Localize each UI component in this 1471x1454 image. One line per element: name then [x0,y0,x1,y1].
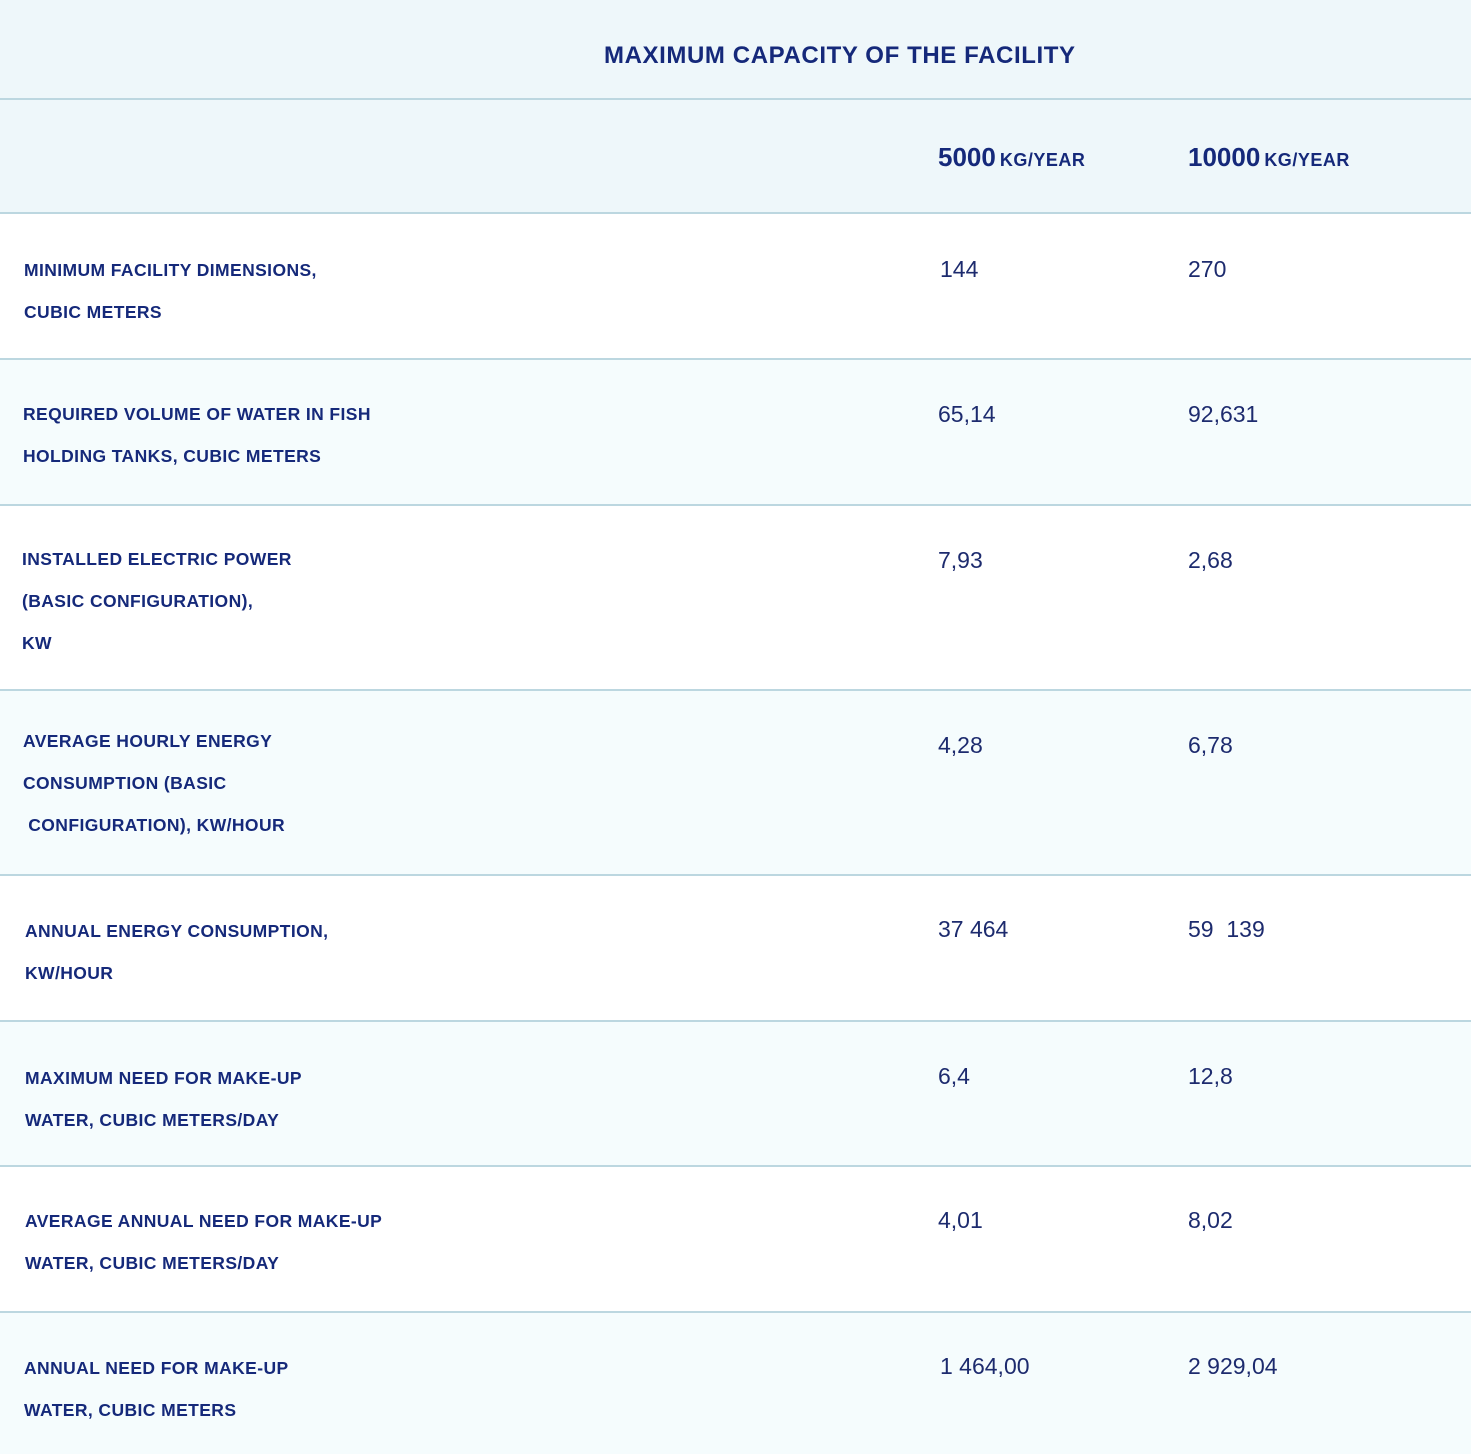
column-header-unit: KG/YEAR [999,150,1086,170]
row-label: AVERAGE HOURLY ENERGY CONSUMPTION (BASIC CONFIGURATION), KW/HOUR [23,731,286,835]
row-label: ANNUAL ENERGY CONSUMPTION, KW/HOUR [25,921,329,983]
row-label: MINIMUM FACILITY DIMENSIONS, CUBIC METERS [24,260,317,322]
table-row [0,1313,1471,1454]
row-value-5000: 6,4 [938,1063,970,1089]
row-value-10000: 8,02 [1188,1207,1233,1233]
row-value-5000: 37 464 [938,916,1009,942]
column-header-value: 5000 [938,142,996,172]
row-value-10000: 2,68 [1188,547,1233,573]
row-label: AVERAGE ANNUAL NEED FOR MAKE-UP WATER, CUBIC METERS/DAY [25,1211,383,1273]
row-value-5000: 4,01 [938,1207,983,1233]
row-value-10000: 6,78 [1188,732,1233,758]
table-header-row [0,100,1471,214]
row-value-5000: 7,93 [938,547,983,573]
row-label: ANNUAL NEED FOR MAKE-UP WATER, CUBIC METERS [24,1358,289,1420]
row-value-10000: 59 139 [1188,916,1265,942]
table-row [0,214,1471,360]
row-label: MAXIMUM NEED FOR MAKE-UP WATER, CUBIC METERS/DAY [25,1068,302,1130]
row-value-10000: 12,8 [1188,1063,1233,1089]
column-header-unit: KG/YEAR [1264,150,1350,170]
row-value-5000: 1 464,00 [940,1353,1030,1379]
row-label: REQUIRED VOLUME OF WATER IN FISH HOLDING TANKS, CUBIC METERS [23,404,371,466]
column-header-5000 [938,142,1085,173]
row-value-5000: 4,28 [938,732,983,758]
column-header-value: 10000 [1188,142,1261,172]
table-row [0,506,1471,691]
table-title: MAXIMUM CAPACITY OF THE FACILITY [604,42,1076,69]
table-title-row [0,0,1471,100]
table-row [0,1167,1471,1313]
table-row [0,691,1471,876]
table-row [0,1022,1471,1167]
column-header-10000 [1188,142,1350,173]
row-label: INSTALLED ELECTRIC POWER (BASIC CONFIGURATION), KW [22,549,292,653]
row-value-10000: 92,631 [1188,401,1259,427]
row-value-10000: 2 929,04 [1188,1353,1278,1379]
row-value-10000: 270 [1188,256,1227,282]
table-row [0,360,1471,506]
table-row [0,876,1471,1022]
row-value-5000: 144 [940,256,979,282]
row-value-5000: 65,14 [938,401,996,427]
